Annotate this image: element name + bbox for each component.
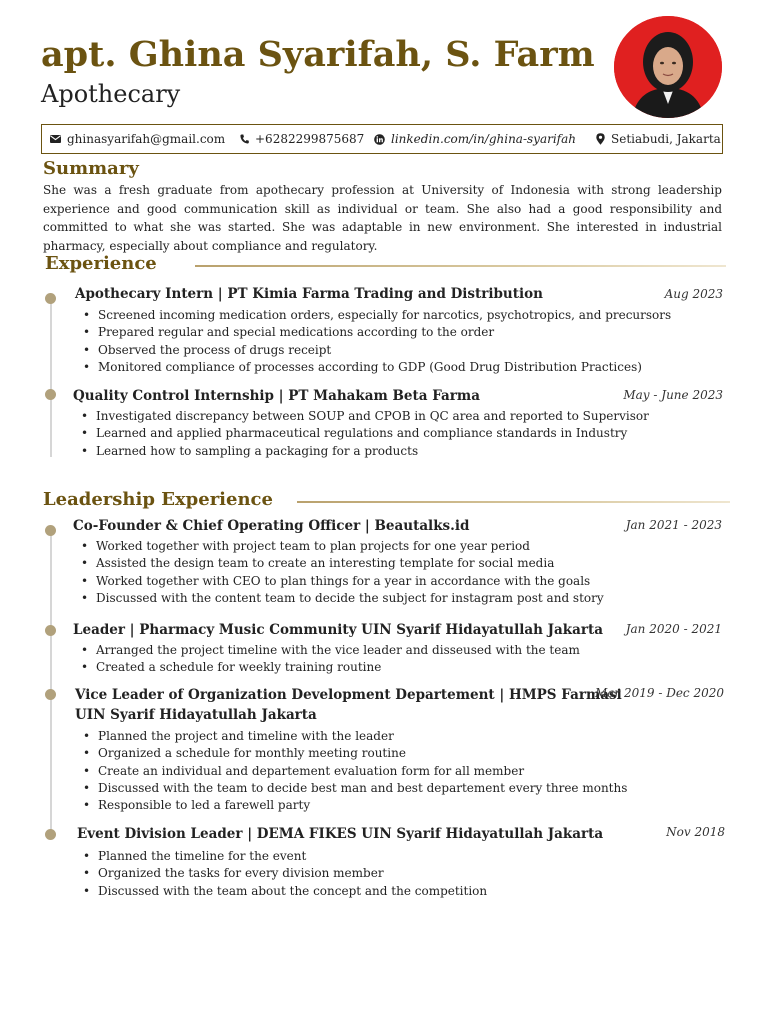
experience-heading: Experience: [45, 253, 157, 274]
role-bullets: [73, 642, 580, 677]
role-date: Aug 2023: [664, 287, 723, 301]
list-item: • Investigated discrepancy between SOUP and CPOB in QC area and reported to Supervisor: [73, 408, 649, 425]
profile-photo: [614, 16, 722, 118]
role-title-line: UIN Syarif Hidayatullah Jakarta: [75, 706, 317, 723]
leadership-heading: Leadership Experience: [43, 489, 273, 510]
job-title: Apothecary: [41, 80, 181, 108]
role-bullets: [75, 728, 627, 814]
timeline-dot: [45, 525, 56, 536]
list-item: • Worked together with CEO to plan things for a year in accordance with the goals: [73, 573, 604, 590]
list-item: • Organized the tasks for every division member: [75, 865, 487, 882]
timeline-dot: [45, 689, 56, 700]
linkedin-icon: [374, 134, 385, 145]
contact-location: [596, 125, 721, 153]
role-bullets: [73, 538, 604, 607]
role-bullets: [75, 848, 487, 900]
role-bullets: [75, 307, 671, 376]
summary-text: She was a fresh graduate from apothecary profession at University of Indonesia with strong leadership experience and good communication skill as individual or team. She also had a good responsibility and committed to what she was started. She was adaptable in new environment. She interested in industrial pharmacy, especially about compliance and regulatory.: [43, 183, 722, 253]
contact-phone[interactable]: [240, 125, 364, 153]
role-title: Apothecary Intern | PT Kimia Farma Trading and Distribution: [75, 286, 543, 302]
role-date: Jan 2020 - 2021: [625, 622, 722, 636]
list-item: • Worked together with project team to plan projects for one year period: [73, 538, 604, 555]
list-item: • Organized a schedule for monthly meeting routine: [75, 745, 627, 762]
contact-email[interactable]: [50, 125, 225, 153]
role-title: Leader | Pharmacy Music Community UIN Syarif Hidayatullah Jakarta: [73, 622, 603, 638]
role-title: [75, 686, 622, 725]
role-date: Mar 2019 - Dec 2020: [594, 686, 724, 700]
location-text: Setiabudi, Jakarta: [611, 132, 721, 146]
list-item: • Learned how to sampling a packaging for a products: [73, 443, 649, 460]
list-item: • Discussed with the team to decide best man and best departement every three months: [75, 780, 627, 797]
role-title: Quality Control Internship | PT Mahakam Beta Farma: [73, 388, 480, 404]
list-item: • Planned the project and timeline with the leader: [75, 728, 627, 745]
role-bullets: [73, 408, 649, 460]
timeline-dot: [45, 625, 56, 636]
list-item: • Create an individual and departement evaluation form for all member: [75, 763, 627, 780]
contact-bar: [41, 124, 723, 154]
list-item: • Discussed with the team about the concept and the competition: [75, 883, 487, 900]
email-text: ghinasyarifah@gmail.com: [67, 132, 226, 146]
list-item: • Responsible to led a farewell party: [75, 797, 627, 814]
contact-linkedin[interactable]: [374, 125, 576, 153]
role-title: Co-Founder & Chief Operating Officer | Beautalks.id: [73, 518, 470, 534]
timeline-dot: [45, 389, 56, 400]
experience-timeline: [50, 297, 52, 457]
timeline-dot: [45, 829, 56, 840]
list-item: • Observed the process of drugs receipt: [75, 342, 671, 359]
list-item: • Monitored compliance of processes according to GDP (Good Drug Distribution Practices): [75, 359, 671, 376]
list-item: • Planned the timeline for the event: [75, 848, 487, 865]
linkedin-text: linkedin.com/in/ghina-syarifah: [391, 132, 576, 146]
timeline-dot: [45, 293, 56, 304]
list-item: • Discussed with the content team to decide the subject for instagram post and story: [73, 590, 604, 607]
phone-icon: [240, 134, 249, 144]
list-item: • Prepared regular and special medications according to the order: [75, 324, 671, 341]
list-item: • Screened incoming medication orders, especially for narcotics, psychotropics, and precursors: [75, 307, 671, 324]
role-title-line: Vice Leader of Organization Development Departement | HMPS Farmasi: [75, 687, 622, 703]
list-item: • Arranged the project timeline with the vice leader and disseused with the team: [73, 642, 580, 659]
role-date: Jan 2021 - 2023: [625, 518, 722, 532]
summary-heading: Summary: [43, 158, 139, 179]
candidate-name: apt. Ghina Syarifah, S. Farm: [41, 34, 595, 75]
list-item: • Learned and applied pharmaceutical regulations and compliance standards in Industry: [73, 425, 649, 442]
list-item: • Assisted the design team to create an interesting template for social media: [73, 555, 604, 572]
experience-divider: [195, 265, 726, 267]
leadership-divider: [297, 501, 730, 503]
role-date: May - June 2023: [623, 388, 723, 402]
list-item: • Created a schedule for weekly training routine: [73, 659, 580, 676]
phone-text: +6282299875687: [255, 132, 365, 146]
leadership-timeline: [50, 530, 52, 836]
envelope-icon: [50, 135, 61, 143]
role-date: Nov 2018: [666, 825, 725, 839]
role-title: Event Division Leader | DEMA FIKES UIN Syarif Hidayatullah Jakarta: [77, 826, 604, 842]
location-pin-icon: [596, 133, 605, 145]
